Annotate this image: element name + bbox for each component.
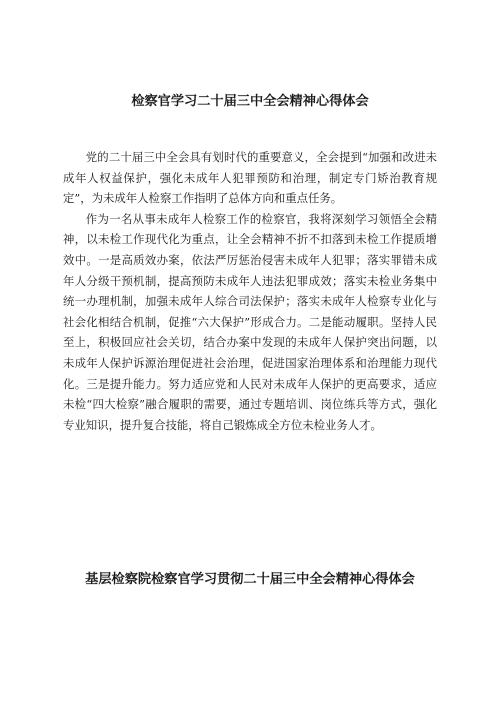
article-title: 检察官学习二十届三中全会精神心得体会	[131, 94, 369, 109]
paragraph: 党的二十届三中全会具有划时代的重要意义，全会提到“加强和改进未成年人权益保护，强化未成年人犯罪预防和治理，制定专门矫治教育规定”，为未成年人检察工作指明了总体方向和重点任务。	[63, 150, 437, 206]
article-body	[63, 147, 437, 435]
next-article-title: 基层检察院检察官学习贯彻二十届三中全会精神心得体会	[85, 572, 415, 587]
paragraph: 作为一名从事未成年人检察工作的检察官，我将深刻学习领悟全会精神，以未检工作现代化为重点，让全会精神不折不扣落到未检工作提质增效中。一是高质效办案，依法严厉惩治侵害未成年人犯罪；落实罪错未成年人分级干预机制，提高预防未成年人违法犯罪成效；落实未检业务集中统一办理机制，加强未成年人综合司法保护；落实未成年人检察专业化与社会化相结合机制，促推“六大保护”形成合力。二是能动履职。坚持人民至上，积极回应社会关切，结合办案中发现的未成年人保护突出问题，以未成年人保护诉源治理促进社会治理，促进国家治理体系和治理能力现代化。三是提升能力。努力适应党和人民对未成年人保护的更高要求，适应未检“四大检察”融合履职的需要，通过专题培训、岗位练兵等方式，强化专业知识，提升复合技能，将自己锻炼成全方位未检业务人才。	[63, 211, 437, 432]
